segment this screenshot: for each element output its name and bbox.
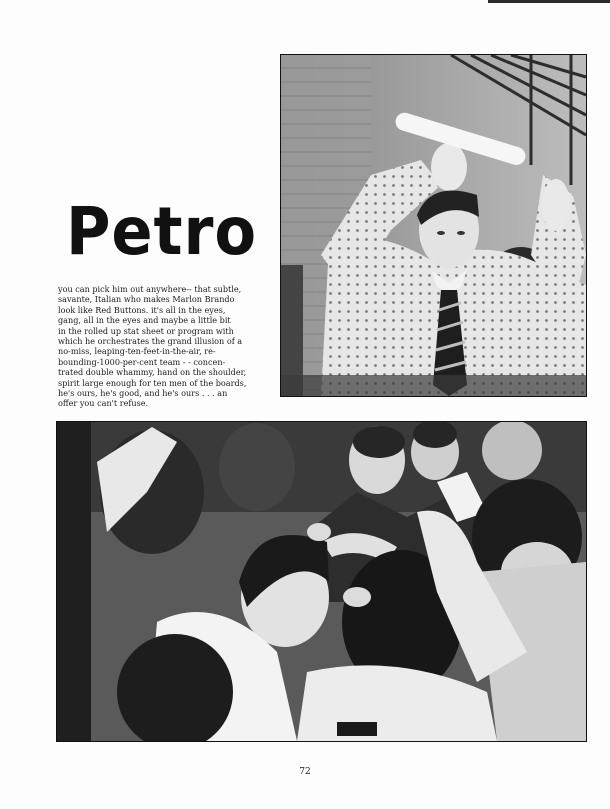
body-line: no-miss, leaping-ten-feet-in-the-air, re- bbox=[58, 346, 216, 357]
body-line: look like Red Buttons. it's all in the eyes, bbox=[58, 304, 226, 315]
team-huddle-photo bbox=[56, 421, 587, 742]
body-line: spirit large enough for ten men of the boards, bbox=[58, 377, 247, 388]
page-number: 72 bbox=[299, 767, 311, 777]
article-body bbox=[58, 284, 264, 409]
body-line: savante, Italian who makes Marlon Brando bbox=[58, 294, 235, 305]
body-line: trated double whammy, hand on the shoulder, bbox=[58, 367, 247, 378]
coach-photo bbox=[280, 54, 587, 397]
body-line: offer you can't refuse. bbox=[58, 398, 149, 409]
body-line: which he orchestrates the grand illusion of a bbox=[58, 336, 243, 347]
body-line: gang, all in the eyes and maybe a little bit bbox=[58, 315, 231, 326]
page-title: Petro bbox=[66, 193, 257, 270]
body-line: you can pick him out anywhere-- that subtle, bbox=[58, 284, 242, 294]
body-line: bounding-1000-per-cent team - - concen- bbox=[58, 356, 226, 367]
top-edge-rule bbox=[488, 0, 610, 3]
body-line: in the rolled up stat sheet or program with bbox=[58, 325, 234, 336]
body-line: he's ours, he's good, and he's ours . . . an bbox=[58, 388, 228, 399]
